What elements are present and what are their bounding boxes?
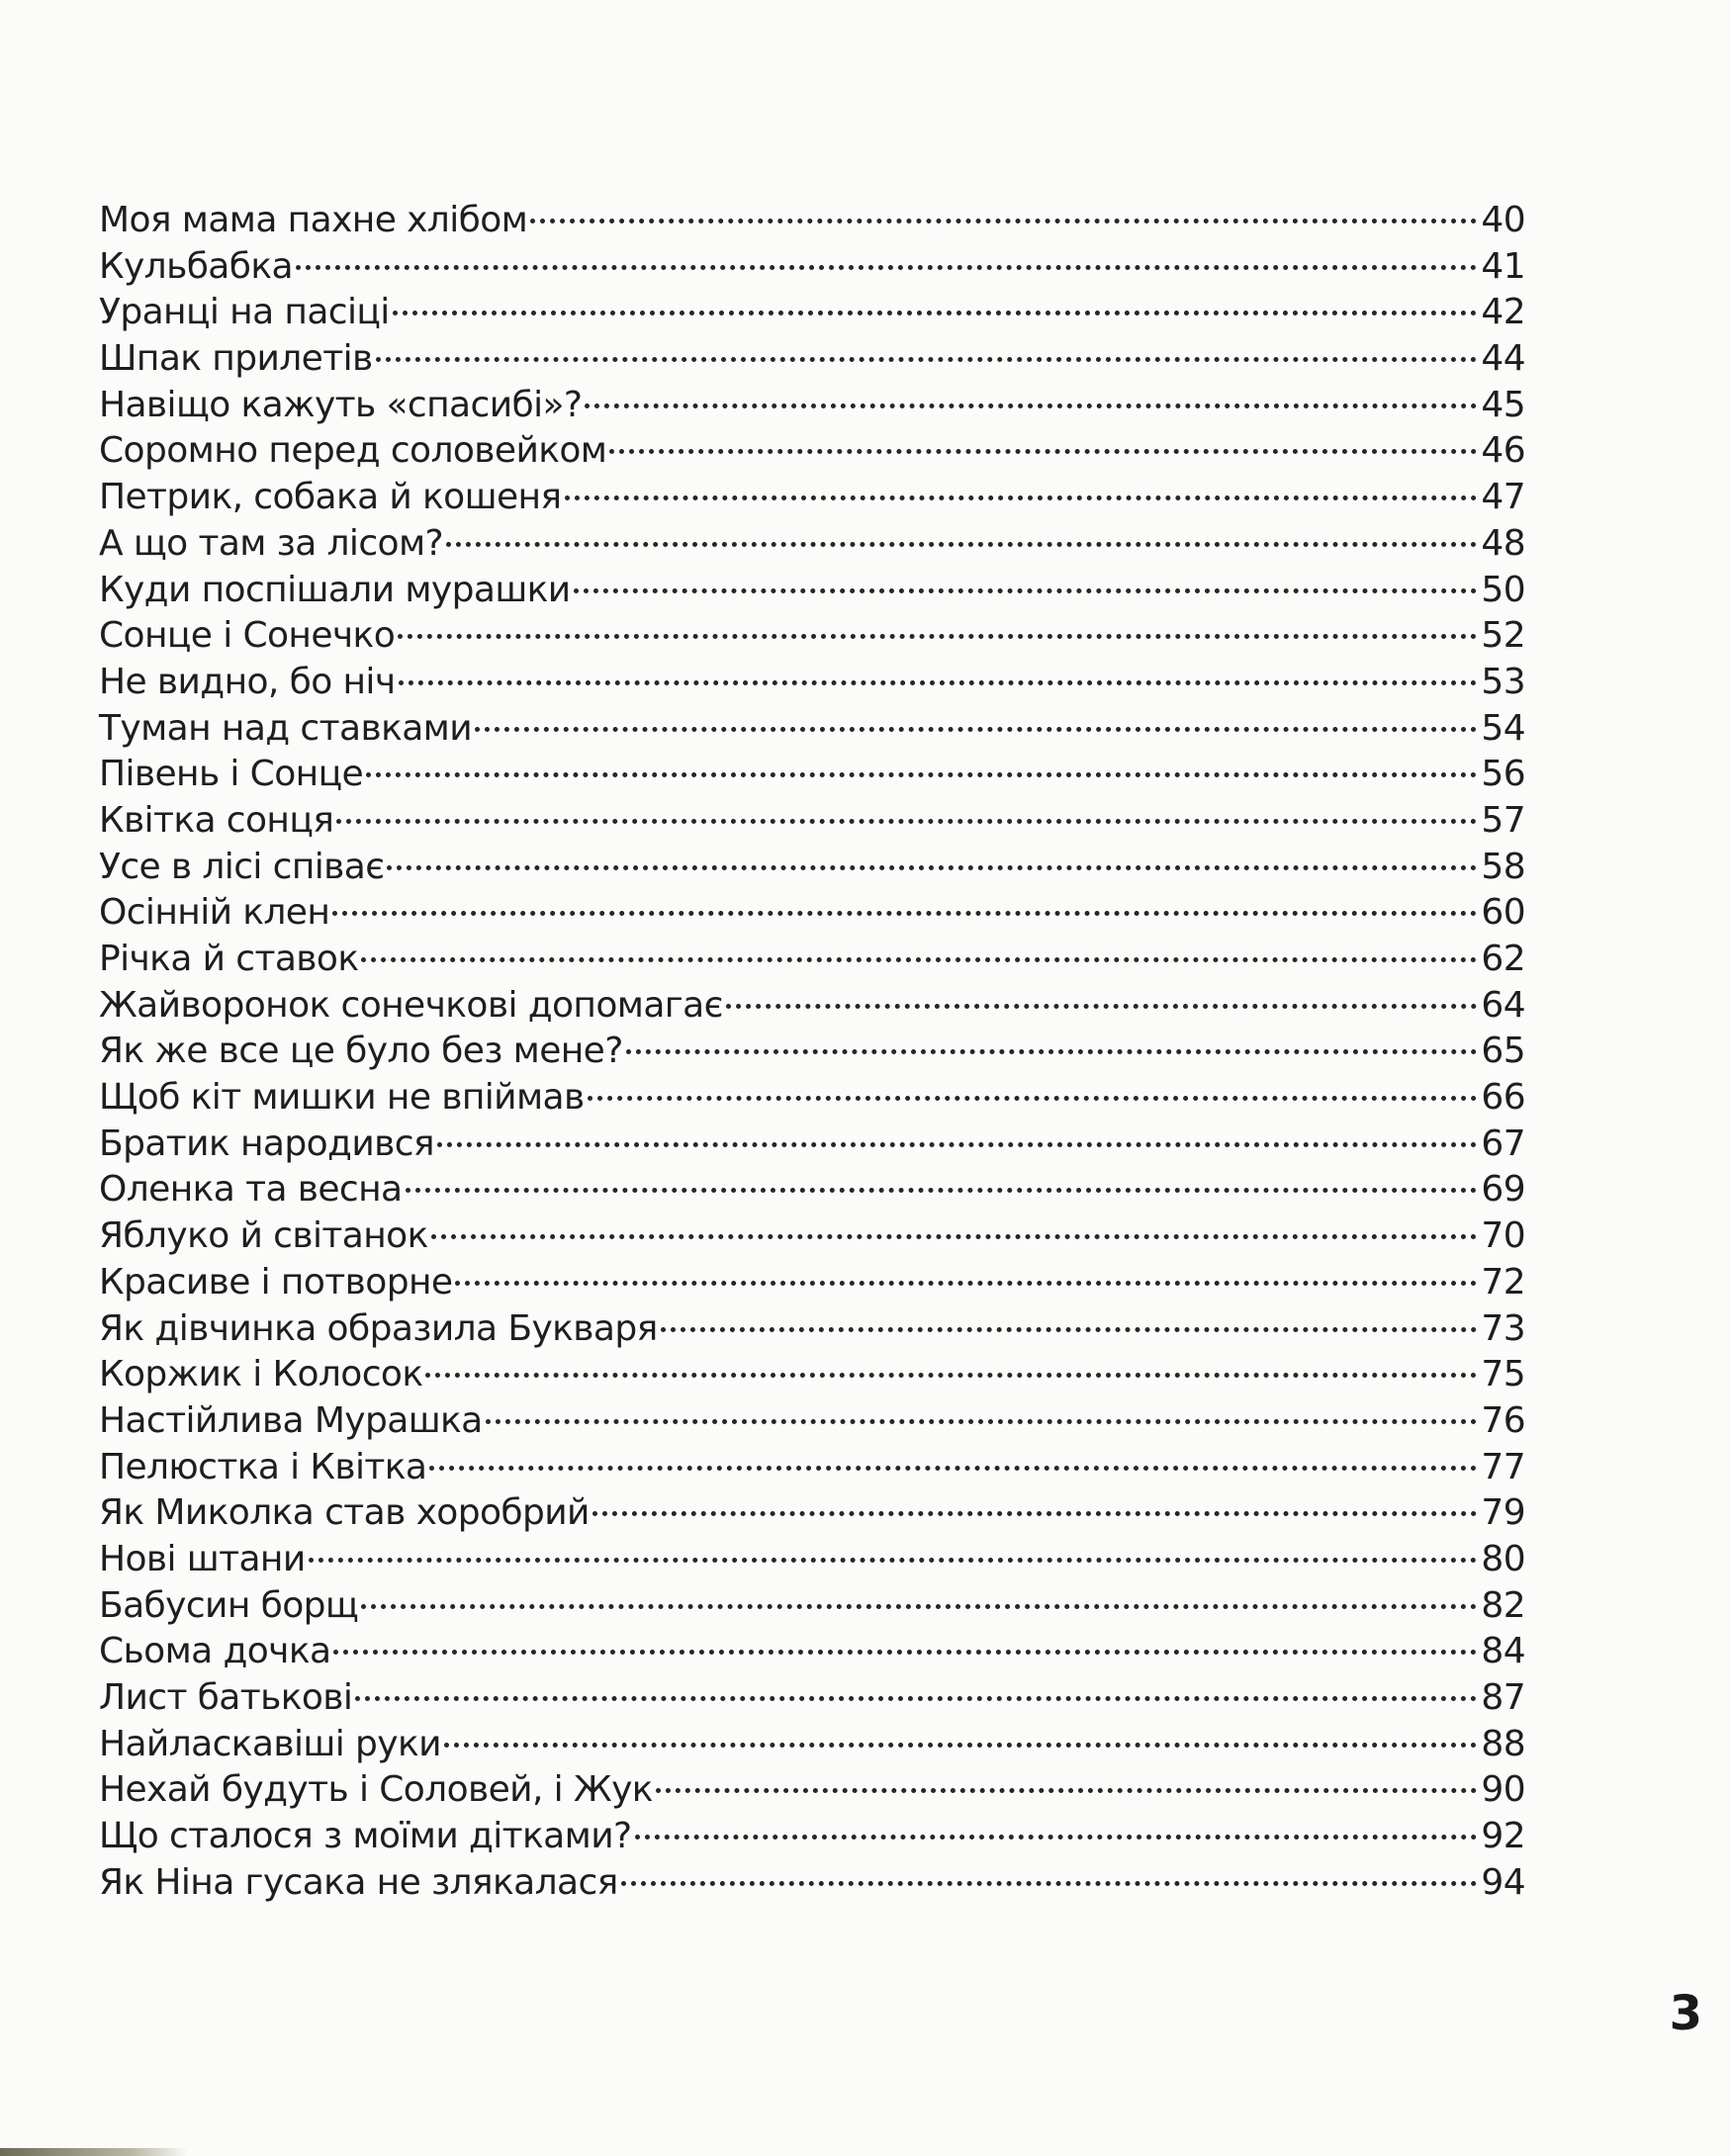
dot-leader <box>296 265 1477 270</box>
toc-entry-page: 82 <box>1481 1584 1525 1626</box>
dot-leader <box>486 1419 1477 1424</box>
toc-entry-title: Півень і Сонце <box>99 754 364 795</box>
toc-entry-title: Жайворонок сонечкові допомагає <box>99 984 723 1026</box>
toc-entry <box>99 198 1525 244</box>
toc-entry <box>99 1675 1525 1722</box>
toc-entry-title: Петрик, собака й кошеня <box>99 477 562 518</box>
toc-entry-title: Як Ніна гусака не злякалася <box>99 1861 618 1903</box>
toc-entry-page: 62 <box>1481 939 1525 979</box>
toc-entry-title: Як Миколка став хоробрий <box>99 1492 590 1534</box>
toc-entry-title: Усе в лісі співає <box>99 846 385 887</box>
dot-leader <box>406 1188 1477 1193</box>
dot-leader <box>429 1466 1477 1471</box>
page-edge-shadow <box>0 2148 188 2156</box>
toc-entry-title: Коржик і Колосок <box>99 1354 423 1395</box>
dot-leader <box>355 1696 1477 1701</box>
toc-entry-page: 64 <box>1481 984 1525 1026</box>
dot-leader <box>656 1788 1477 1793</box>
dot-leader <box>626 1049 1477 1054</box>
toc-entry <box>99 290 1525 336</box>
toc-entry <box>99 1029 1525 1075</box>
toc-entry <box>99 1814 1525 1860</box>
toc-entry-title: А що там за лісом? <box>99 522 444 564</box>
toc-entry-page: 44 <box>1481 338 1525 380</box>
toc-entry <box>99 845 1525 891</box>
toc-entry-title: Сьома дочка <box>99 1631 331 1672</box>
toc-entry-page: 94 <box>1481 1861 1525 1903</box>
toc-entry-page: 65 <box>1481 1031 1525 1072</box>
toc-entry-title: Моя мама пахне хлібом <box>99 200 528 240</box>
dot-leader <box>565 495 1478 500</box>
dot-leader <box>398 634 1477 639</box>
toc-entry <box>99 1767 1525 1814</box>
dot-leader <box>431 1234 1477 1239</box>
toc-entry <box>99 1860 1525 1907</box>
toc-entry-page: 48 <box>1481 522 1525 564</box>
toc-entry-title: Настійлива Мурашка <box>99 1399 483 1441</box>
dot-leader <box>574 588 1477 593</box>
toc-entry-page: 56 <box>1481 754 1525 795</box>
toc-entry <box>99 1398 1525 1445</box>
toc-entry-title: Туман над ставками <box>99 707 473 749</box>
toc-entry-title: Як же все це було без мене? <box>99 1031 623 1072</box>
toc-entry-page: 76 <box>1481 1399 1525 1441</box>
toc-entry-page: 47 <box>1481 477 1525 518</box>
toc-entry-title: Сонце і Сонечко <box>99 615 396 657</box>
toc-entry-page: 80 <box>1481 1538 1525 1579</box>
dot-leader <box>455 1281 1477 1286</box>
toc-entry-title: Не видно, бо ніч <box>99 661 396 702</box>
toc-entry <box>99 1537 1525 1583</box>
dot-leader <box>309 1558 1477 1563</box>
toc-entry-page: 66 <box>1481 1077 1525 1119</box>
toc-entry-title: Красиве і потворне <box>99 1261 453 1303</box>
dot-leader <box>530 219 1477 224</box>
toc-entry-title: Братик народився <box>99 1123 434 1164</box>
toc-entry-page: 79 <box>1481 1492 1525 1534</box>
dot-leader <box>376 357 1477 362</box>
toc-entry <box>99 752 1525 798</box>
toc-entry <box>99 983 1525 1030</box>
toc-entry-title: Нові штани <box>99 1538 306 1579</box>
toc-entry <box>99 890 1525 937</box>
dot-leader <box>387 865 1477 870</box>
dot-leader <box>336 819 1477 824</box>
dot-leader <box>609 449 1477 454</box>
toc-entry-page: 67 <box>1481 1123 1525 1164</box>
toc-entry-page: 60 <box>1481 892 1525 934</box>
toc-entry-page: 70 <box>1481 1215 1525 1257</box>
toc-entry-title: Уранці на пасіці <box>99 292 390 333</box>
toc-entry <box>99 660 1525 706</box>
dot-leader <box>475 727 1477 732</box>
toc-entry-page: 90 <box>1481 1769 1525 1811</box>
toc-entry <box>99 568 1525 614</box>
toc-entry <box>99 1075 1525 1122</box>
toc-entry-title: Оленка та весна <box>99 1169 403 1211</box>
toc-entry-page: 88 <box>1481 1723 1525 1764</box>
toc-entry-page: 41 <box>1481 245 1525 287</box>
toc-entry-page: 42 <box>1481 292 1525 333</box>
toc-entry <box>99 1122 1525 1168</box>
toc-entry <box>99 1213 1525 1260</box>
toc-entry <box>99 1490 1525 1537</box>
toc-entry-title: Бабусин борщ <box>99 1584 359 1626</box>
toc-entry-page: 50 <box>1481 569 1525 610</box>
dot-leader <box>588 1096 1477 1101</box>
toc-entry <box>99 1306 1525 1353</box>
toc-entry-page: 69 <box>1481 1169 1525 1211</box>
dot-leader <box>399 680 1478 685</box>
toc-entry-title: Лист батькові <box>99 1677 353 1718</box>
dot-leader <box>361 957 1477 962</box>
dot-leader <box>444 1743 1477 1748</box>
toc-entry <box>99 1260 1525 1306</box>
toc-entry-title: Навіщо кажуть «спасибі»? <box>99 384 583 425</box>
dot-leader <box>661 1327 1477 1332</box>
toc-entry-title: Найласкавіші руки <box>99 1723 441 1764</box>
toc-entry <box>99 1167 1525 1213</box>
toc-entry-page: 77 <box>1481 1446 1525 1487</box>
dot-leader <box>361 1604 1477 1609</box>
dot-leader <box>332 911 1477 916</box>
toc-entry <box>99 1629 1525 1675</box>
toc-entry-title: Шпак прилетів <box>99 338 373 380</box>
toc-entry-page: 52 <box>1481 615 1525 657</box>
toc-entry-title: Осінній клен <box>99 892 330 934</box>
toc-entry-title: Що сталося з моїми дітками? <box>99 1816 632 1857</box>
dot-leader <box>425 1373 1477 1378</box>
toc-entry <box>99 1583 1525 1630</box>
toc-entry-page: 84 <box>1481 1631 1525 1672</box>
page-number: 3 <box>1669 1986 1702 2041</box>
toc-entry-page: 73 <box>1481 1307 1525 1349</box>
toc-entry <box>99 521 1525 568</box>
toc-entry-title: Пелюстка і Квітка <box>99 1446 427 1487</box>
dot-leader <box>437 1142 1477 1147</box>
toc-entry-title: Нехай будуть і Соловей, і Жук <box>99 1769 653 1811</box>
table-of-contents <box>99 198 1525 1906</box>
toc-entry <box>99 1445 1525 1491</box>
toc-entry <box>99 937 1525 983</box>
toc-entry-page: 57 <box>1481 799 1525 841</box>
toc-entry-page: 45 <box>1481 384 1525 425</box>
toc-entry <box>99 383 1525 429</box>
dot-leader <box>592 1511 1477 1516</box>
toc-entry-title: Річка й ставок <box>99 939 359 979</box>
toc-entry <box>99 798 1525 845</box>
toc-entry <box>99 475 1525 521</box>
toc-entry-title: Куди поспішали мурашки <box>99 569 571 610</box>
toc-entry <box>99 1352 1525 1398</box>
toc-entry-title: Як дівчинка образила Букваря <box>99 1307 658 1349</box>
toc-entry-title: Квітка сонця <box>99 799 334 841</box>
toc-entry-title: Яблуко й світанок <box>99 1215 428 1257</box>
toc-entry-page: 72 <box>1481 1261 1525 1303</box>
dot-leader <box>635 1835 1478 1840</box>
dot-leader <box>393 311 1477 315</box>
dot-leader <box>585 404 1477 408</box>
dot-leader <box>621 1881 1477 1886</box>
toc-entry <box>99 1722 1525 1768</box>
toc-entry-page: 54 <box>1481 707 1525 749</box>
toc-entry-page: 46 <box>1481 430 1525 472</box>
toc-entry-page: 53 <box>1481 661 1525 702</box>
dot-leader <box>333 1650 1477 1655</box>
toc-entry-title: Соромно перед соловейком <box>99 430 607 472</box>
toc-entry <box>99 336 1525 383</box>
dot-leader <box>726 1004 1477 1009</box>
toc-entry <box>99 613 1525 660</box>
dot-leader <box>366 772 1477 777</box>
toc-entry-page: 92 <box>1481 1816 1525 1857</box>
toc-entry-title: Щоб кіт мишки не впіймав <box>99 1077 585 1119</box>
toc-entry <box>99 706 1525 753</box>
toc-entry <box>99 244 1525 291</box>
toc-entry-page: 87 <box>1481 1677 1525 1718</box>
toc-entry <box>99 428 1525 475</box>
toc-entry-page: 58 <box>1481 846 1525 887</box>
toc-entry-page: 40 <box>1481 200 1525 240</box>
dot-leader <box>446 542 1477 547</box>
toc-entry-page: 75 <box>1481 1354 1525 1395</box>
toc-entry-title: Кульбабка <box>99 245 293 287</box>
